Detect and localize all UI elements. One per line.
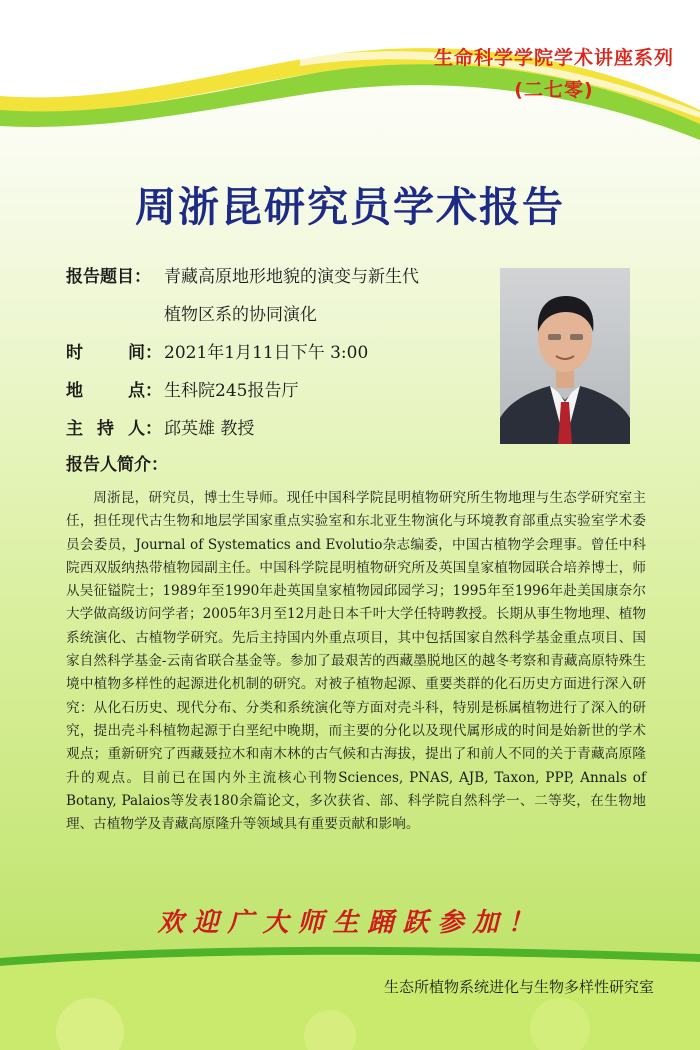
time-label: 时 间： xyxy=(66,343,162,363)
topic-value xyxy=(164,262,419,330)
place-value: 生科院245报告厅 xyxy=(164,381,299,401)
speaker-bio: 周浙昆，研究员，博士生导师。现任中国科学院昆明植物研究所生物地理与生态学研究室主任，担任现代古生物和地层学国家重点实验室和东北亚生物演化与环境教育部重点实验室学术委员会委员，Journal of Systematics and Evolutio杂志编委，中国古植物学会理事。曾任中科院西双版纳热带植物园副主任。中国科学院昆明植物研究所及英国皇家植物园联合培养博士，师从吴征镒院士；1989年至1990年赴英国皇家植物园邱园学习；1995年至1996年赴美国康奈尔大学做高级访问学者；2005年3月至12月赴日本千叶大学任特聘教授。长期从事生物地理、植物系统演化、古植物学研究。先后主持国内外重点项目，其中包括国家自然科学基金重点项目、国家自然科学基金-云南省联合基金等。参加了最艰苦的西藏墨脱地区的越冬考察和青藏高原特殊生境中植物多样性的起源进化机制的研究。对被子植物起源、重要类群的化石历史方面进行深入研究：从化石历史、现代分布、分类和系统演化等方面对壳斗科，特别是栎属植物进行了深入的研究，提出壳斗科植物起源于白垩纪中晚期，而主要的分化以及现代属形成的时间是始新世的学术观点；重新研究了西藏聂拉木和南木林的古气候和古海拔，提出了和前人不同的关于青藏高原隆升的观点。目前已在国内外主流核心刊物Sciences, PNAS, AJB, Taxon, PPP, Annals of Botany, Palaios等发表180余篇论文，多次获省、部、科学院自然科学一、二等奖，在生物地理、古植物学及青藏高原隆升等领域具有重要贡献和影响。 xyxy=(66,490,646,833)
place-row xyxy=(66,376,506,406)
topic-line-2: 植物区系的协同演化 xyxy=(164,305,317,325)
host-value: 邱英雄 教授 xyxy=(164,419,255,439)
series-name: 生命科学学院学术讲座系列 xyxy=(433,47,674,69)
place-label: 地 点： xyxy=(66,381,162,401)
speaker-portrait-icon xyxy=(500,268,630,444)
topic-label: 报告题目： xyxy=(66,267,151,287)
bio-heading: 报告人简介： xyxy=(66,455,168,475)
time-row xyxy=(66,338,506,368)
speaker-photo xyxy=(500,268,630,444)
page-title: 周浙昆研究员学术报告 xyxy=(135,183,565,231)
topic-line-1: 青藏高原地形地貌的演变与新生代 xyxy=(164,267,419,287)
organizer: 生态所植物系统进化与生物多样性研究室 xyxy=(383,978,654,996)
welcome-slogan: 欢迎广大师生踊跃参加！ xyxy=(157,908,543,938)
topic-row xyxy=(66,262,506,330)
host-label: 主 持 人： xyxy=(66,419,162,439)
time-value: 2021年1月11日下午 3:00 xyxy=(164,343,369,363)
lecture-series-title xyxy=(434,42,674,106)
host-row xyxy=(66,414,506,444)
lecture-info xyxy=(66,262,506,444)
series-number: (二七零) xyxy=(514,79,594,101)
